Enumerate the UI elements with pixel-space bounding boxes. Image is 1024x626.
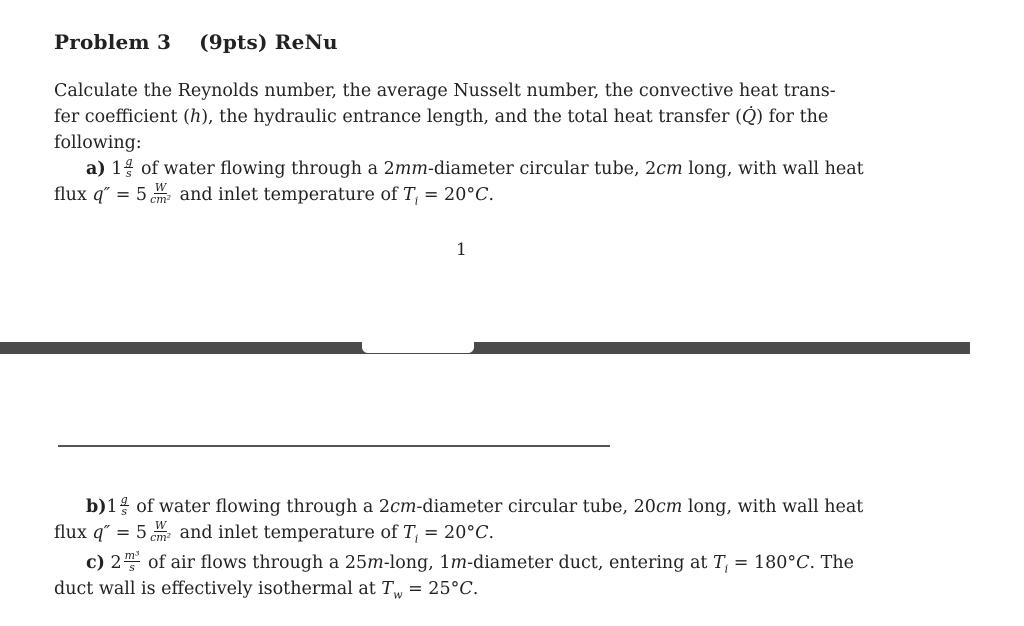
intro-text-2b: ), the hydraulic entrance length, and the total heat transfer ( — [201, 107, 742, 127]
intro-line-2 — [54, 104, 828, 130]
flux-numerator: W — [154, 181, 167, 194]
wall-temp-subscript: w — [393, 588, 403, 602]
part-b-text-2: -diameter circular tube, 20 — [416, 497, 656, 517]
temp-value: = 180° — [728, 553, 797, 573]
part-c-text-1: of air flows through a 25 — [142, 553, 368, 573]
problem-points: (9pts) ReNu — [199, 30, 338, 54]
problem-title: Problem 3 — [54, 30, 172, 54]
unit-cm: cm — [655, 497, 683, 517]
flux-numerator: W — [154, 519, 167, 532]
horizontal-rule — [58, 445, 610, 447]
part-c-line-2 — [54, 576, 478, 609]
part-b-text-3: long, with wall heat — [682, 497, 864, 517]
unit-cm: cm — [390, 497, 417, 517]
part-a-line-1 — [86, 156, 864, 182]
intro-text-2a: fer coefficient ( — [54, 107, 190, 127]
flux-symbol: q″ — [92, 185, 111, 205]
temp-symbol: T — [403, 523, 415, 543]
part-c-text-4: . The — [809, 553, 854, 573]
intro-line-3 — [54, 130, 142, 156]
flux-denominator: cm² — [150, 193, 172, 206]
temp-value: = 20° — [418, 523, 476, 543]
temp-unit: C — [796, 553, 810, 573]
part-b-label: b) — [86, 497, 107, 517]
temp-subscript: i — [414, 532, 419, 546]
rate-denominator: s — [121, 505, 128, 518]
part-a-rate-fraction — [124, 156, 133, 179]
part-a-amount: 1 — [111, 159, 123, 179]
part-b-rate-fraction — [120, 494, 129, 517]
temp-unit: C — [475, 185, 489, 205]
part-a-label: a) — [86, 159, 106, 179]
intro-text-1: Calculate the Reynolds number, the average Nusselt number, the convective heat trans- — [54, 81, 836, 101]
rate-denominator: s — [129, 561, 135, 574]
temp-end: . — [488, 185, 495, 205]
temp-symbol: T — [403, 185, 415, 205]
part-a-text-2: -diameter circular tube, 2 — [427, 159, 657, 179]
part-c-text-5: duct wall is effectively isothermal at — [54, 579, 382, 599]
part-a-text-4: and inlet temperature of — [174, 185, 404, 205]
flux-prefix: flux — [54, 523, 93, 543]
intro-text-2c: ) for the — [756, 107, 829, 127]
rate-denominator: s — [126, 167, 132, 180]
part-b-amount: 1 — [106, 497, 118, 517]
temp-end: . — [488, 523, 495, 543]
part-a-text-1: of water flowing through a 2 — [135, 159, 395, 179]
part-a-line-2 — [54, 182, 494, 215]
flux-prefix: flux — [54, 185, 93, 205]
flux-unit-fraction — [149, 182, 172, 205]
unit-m: m — [367, 553, 384, 573]
rate-numerator: m³ — [124, 549, 140, 562]
unit-cm: cm — [656, 159, 683, 179]
part-b-line-2 — [54, 520, 494, 553]
temp-subscript: i — [414, 194, 419, 208]
wall-temp-unit: C — [459, 579, 473, 599]
symbol-qdot: Q̇ — [741, 107, 757, 127]
unit-mm: mm — [394, 159, 428, 179]
rate-numerator: g — [125, 155, 133, 168]
part-b-line-1 — [86, 494, 863, 520]
flux-value: = 5 — [110, 523, 148, 543]
page-number: 1 — [456, 240, 467, 260]
part-c-text-2: -long, 1 — [383, 553, 451, 573]
temp-symbol: T — [712, 553, 725, 573]
unit-m: m — [450, 553, 468, 573]
page-break-notch — [362, 341, 474, 353]
part-c-label: c) — [86, 553, 105, 573]
part-b-text-1: of water flowing through a 2 — [130, 497, 391, 517]
part-c-amount: 2 — [104, 553, 122, 573]
part-b-text-4: and inlet temperature of — [174, 523, 404, 543]
part-a-text-3: long, with wall heat — [682, 159, 864, 179]
rate-numerator: g — [120, 493, 128, 506]
flux-unit-fraction — [149, 520, 172, 543]
temp-unit: C — [475, 523, 489, 543]
symbol-h: h — [189, 107, 202, 127]
page-break-bar — [0, 342, 970, 354]
temp-subscript: i — [724, 562, 729, 576]
wall-temp-value: = 25° — [402, 579, 460, 599]
problem-heading — [54, 30, 338, 54]
wall-temp-end: . — [472, 579, 479, 599]
flux-symbol: q″ — [92, 523, 111, 543]
part-c-rate-fraction — [124, 550, 141, 573]
part-c-text-3: -diameter duct, entering at — [467, 553, 713, 573]
flux-value: = 5 — [110, 185, 148, 205]
intro-text-3: following: — [54, 133, 142, 153]
flux-denominator: cm² — [150, 531, 172, 544]
temp-value: = 20° — [418, 185, 476, 205]
wall-temp-symbol: T — [381, 579, 394, 599]
intro-line-1 — [54, 78, 836, 104]
